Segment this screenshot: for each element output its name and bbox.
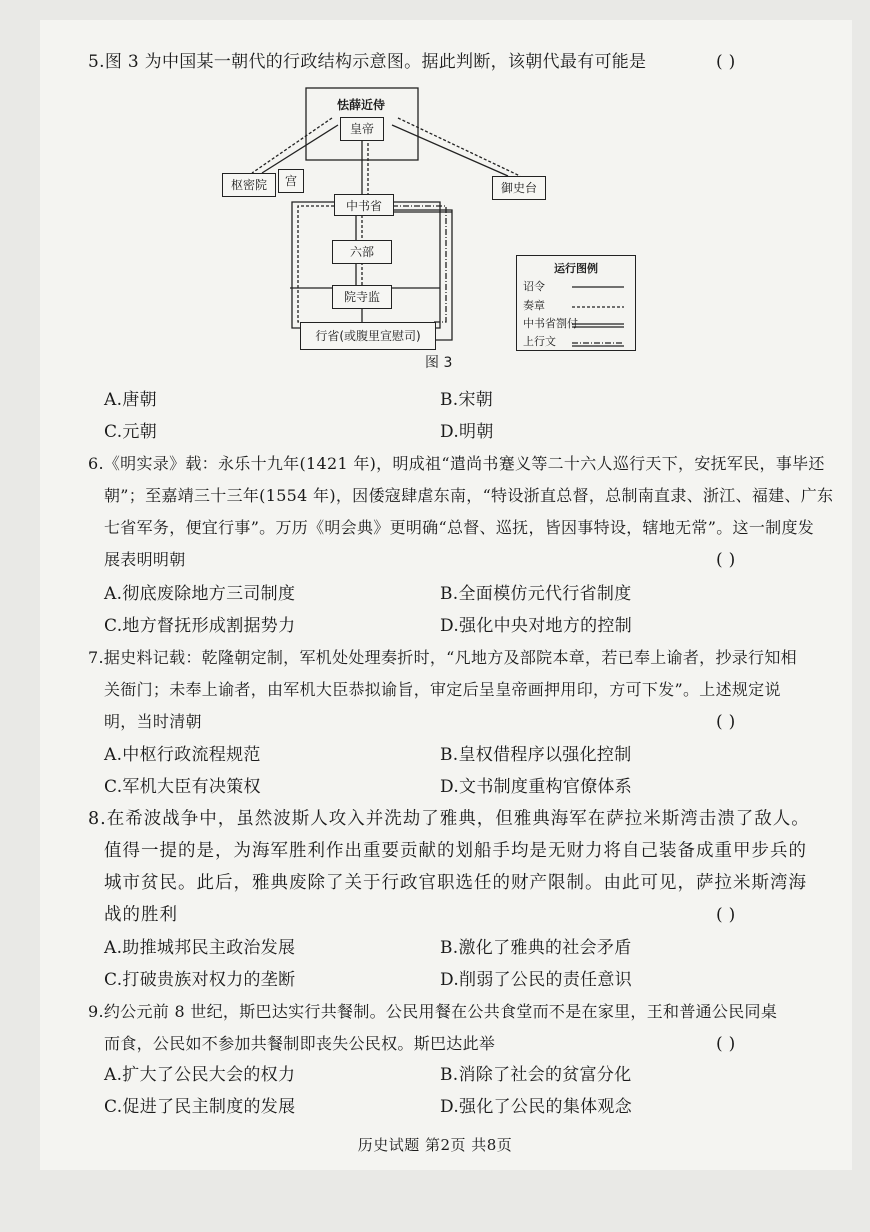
q6-option-d[interactable]: D.强化中央对地方的控制 <box>440 616 633 636</box>
q9-line: 9.约公元前 8 世纪，斯巴达实行共餐制。公民用餐在公共食堂而不是在家里，王和普通公民同桌 <box>88 1002 778 1021</box>
q6-option-a[interactable]: A.彻底废除地方三司制度 <box>104 584 296 604</box>
q9-option-b[interactable]: B.消除了社会的贫富分化 <box>440 1065 632 1085</box>
q5-option-c[interactable]: C.元朝 <box>104 422 158 442</box>
q8-line: 8.在希波战争中，虽然波斯人攻入并洗劫了雅典，但雅典海军在萨拉米斯湾击溃了敌人。 <box>88 809 810 829</box>
q6-answer-bracket: ( ) <box>716 550 736 570</box>
figure-label: 图 3 <box>425 355 453 371</box>
qiexue-label: 怯薛近侍 <box>336 98 385 112</box>
q6-line: 6.《明实录》载：永乐十九年(1421 年)，明成祖“遣尚书蹇义等二十六人巡行天下，安抚军民，事毕还 <box>88 454 825 473</box>
legend-item: 奏章 <box>523 299 545 312</box>
q6-option-b[interactable]: B.全面模仿元代行省制度 <box>440 584 632 604</box>
shumiyuan-box: 枢密院 <box>222 173 276 197</box>
q8-line: 值得一提的是，为海军胜利作出重要贡献的划船手均是无财力将自己装备成重甲步兵的 <box>104 841 807 861</box>
q8-line: 城市贫民。此后，雅典废除了关于行政官职选任的财产限制。由此可见，萨拉米斯湾海 <box>104 873 807 893</box>
q9-option-c[interactable]: C.促进了民主制度的发展 <box>104 1097 296 1117</box>
q5-answer-bracket: ( ) <box>716 52 736 72</box>
gong-box: 宫 <box>278 169 304 193</box>
q8-line: 战的胜利 <box>104 905 178 925</box>
q5-stem: 5.图 3 为中国某一朝代的行政结构示意图。据此判断，该朝代最有可能是 <box>88 52 647 72</box>
q5-option-d[interactable]: D.明朝 <box>440 422 494 442</box>
q7-answer-bracket: ( ) <box>716 712 736 732</box>
emperor-box: 皇帝 <box>340 117 384 141</box>
q9-option-a[interactable]: A.扩大了公民大会的权力 <box>104 1065 296 1085</box>
q7-line: 关衙门；未奉上谕者，由军机大臣恭拟谕旨，审定后呈皇帝画押用印，方可下发”。上述规定说 <box>104 680 781 699</box>
legend-title: 运行图例 <box>554 262 598 275</box>
legend-item: 上行文 <box>523 335 556 348</box>
liubu-box: 六部 <box>332 240 392 264</box>
q6-line: 七省军务，便宜行事”。万历《明会典》更明确“总督、巡抚，皆因事特设，辖地无常”。这一制度发 <box>104 518 815 537</box>
legend-item: 诏令 <box>523 280 545 293</box>
q9-line: 而食，公民如不参加共餐制即丧失公民权。斯巴达此举 <box>104 1034 496 1053</box>
yuansijian-box: 院寺监 <box>332 285 392 309</box>
q6-line: 展表明明朝 <box>104 550 186 569</box>
legend-item: 中书省劄付 <box>523 317 578 330</box>
q8-option-c[interactable]: C.打破贵族对权力的垄断 <box>104 970 296 990</box>
diagram-legend <box>516 255 636 351</box>
q5-option-b[interactable]: B.宋朝 <box>440 390 494 410</box>
q7-line: 明，当时清朝 <box>104 712 202 731</box>
page-footer: 历史试题 第2页 共8页 <box>357 1136 513 1154</box>
q9-option-d[interactable]: D.强化了公民的集体观念 <box>440 1097 633 1117</box>
xingsheng-box: 行省(或腹里宣慰司) <box>300 322 436 350</box>
q7-option-d[interactable]: D.文书制度重构官僚体系 <box>440 777 633 797</box>
q8-option-b[interactable]: B.激化了雅典的社会矛盾 <box>440 938 632 958</box>
q8-option-a[interactable]: A.助推城邦民主政治发展 <box>104 938 296 958</box>
yushitai-box: 御史台 <box>492 176 546 200</box>
q6-line: 朝”；至嘉靖三十三年(1554 年)，因倭寇肆虐东南，“特设浙直总督，总制南直隶、浙江、福建、广东 <box>104 486 834 505</box>
q5-option-a[interactable]: A.唐朝 <box>104 390 157 410</box>
zhongshu-box: 中书省 <box>334 194 394 216</box>
q7-option-a[interactable]: A.中枢行政流程规范 <box>104 745 261 765</box>
q7-line: 7.据史料记载：乾隆朝定制，军机处处理奏折时，“凡地方及部院本章，若已奉上谕者，抄录行知相 <box>88 648 797 667</box>
q9-answer-bracket: ( ) <box>716 1034 736 1054</box>
q7-option-c[interactable]: C.军机大臣有决策权 <box>104 777 261 797</box>
q7-option-b[interactable]: B.皇权借程序以强化控制 <box>440 745 632 765</box>
q8-answer-bracket: ( ) <box>716 905 736 925</box>
q6-option-c[interactable]: C.地方督抚形成割据势力 <box>104 616 296 636</box>
q8-option-d[interactable]: D.削弱了公民的责任意识 <box>440 970 633 990</box>
